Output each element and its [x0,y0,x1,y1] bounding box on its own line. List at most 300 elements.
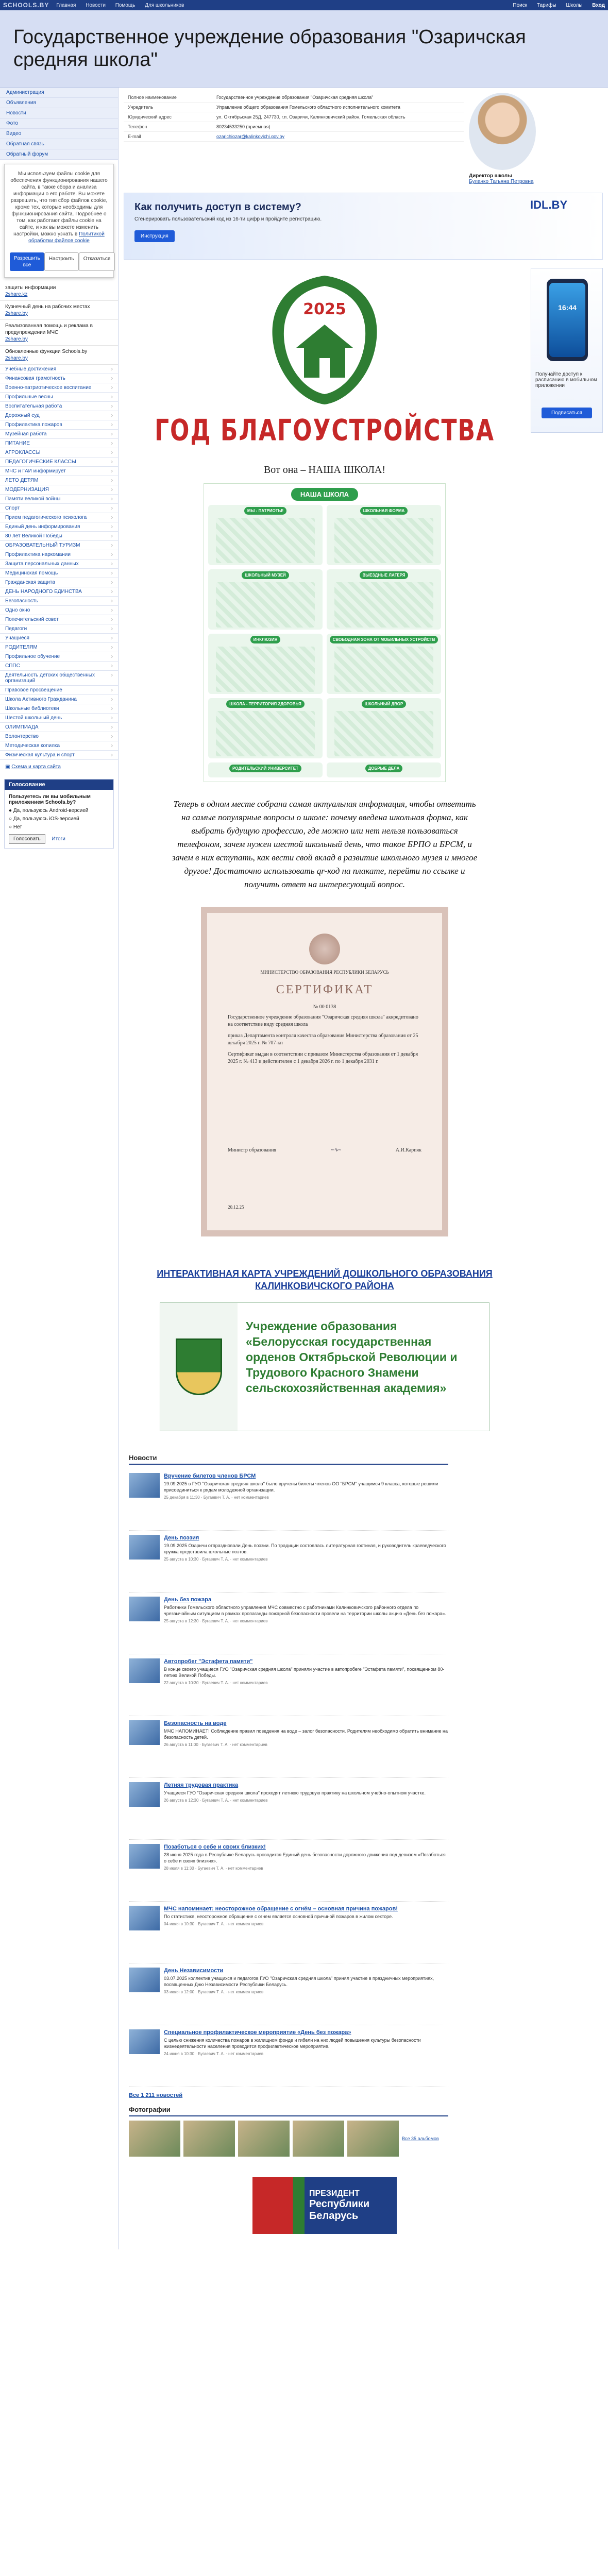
category-menu-item[interactable] [0,504,118,513]
news-meta: 25 августа в 10:30 · Бугаевич Т. А. · нет комментариев [164,1557,268,1562]
category-menu-item[interactable] [0,448,118,457]
photos-row [129,2121,448,2157]
poster-illustration [216,518,315,563]
chevron-right-icon: › [111,626,113,632]
emblem-icon [309,934,340,964]
category-menu-label: Медицинская помощь [5,570,58,576]
chevron-right-icon: › [111,468,113,474]
photos-heading: Фотографии [129,2104,448,2116]
category-menu-label: Педагоги [5,626,27,632]
poster-cell [327,505,441,565]
category-menu-item[interactable] [0,522,118,532]
poster-cell [208,634,323,694]
category-menu-item[interactable] [0,597,118,606]
poll-option[interactable] [9,824,109,830]
category-menu-label: Финансовая грамотность [5,376,65,381]
poster-cell [327,634,441,694]
category-menu-label: Школьные библиотеки [5,706,59,711]
news-title-link[interactable]: Специальное профилактическое мероприятие «День без пожара» [164,2029,351,2036]
director-card [469,93,603,184]
news-item [129,1716,448,1778]
site-map-row [0,760,118,774]
category-menu-item[interactable] [0,704,118,714]
news-item [129,1531,448,1592]
all-news-link[interactable]: Все 1 211 новостей [129,2092,183,2098]
cookie-policy-link[interactable]: Политикой обработки файлов cookie [28,231,105,244]
category-menu-label: Дорожный суд [5,413,40,418]
chevron-right-icon: › [111,617,113,622]
chevron-right-icon: › [111,552,113,557]
category-menu-label: ПЕДАГОГИЧЕСКИЕ КЛАССЫ [5,459,76,465]
category-menu-label: 80 лет Великой Победы [5,533,62,539]
category-menu-item[interactable] [0,467,118,476]
chevron-right-icon: › [111,376,113,381]
news-excerpt: МЧС НАПОМИНАЕТ! Соблюдение правил поведения на воде – залог безопасности. Родителям необходимо обратить внимание на безопасность детей. [164,1728,448,1740]
certificate-paragraph: Государственное учреждение образования "Озаричская средняя школа" аккредитовано на соответствие виду средняя школа [228,1014,418,1027]
signer-role: Министр образования [228,1147,277,1153]
chevron-right-icon: › [111,543,113,548]
category-menu-item[interactable] [0,420,118,430]
certificate-title: СЕРТИФИКАТ [276,983,374,996]
poster-cell [327,762,441,777]
left-sidebar [0,88,119,2249]
side-link-text: Обновленные функции Schools.by [5,349,88,354]
shield-icon [176,1338,222,1395]
news-excerpt: Учащиеся ГУО "Озаричская средняя школа" проходят летнюю трудовую практику на школьном учебно-опытном участке. [164,1790,426,1795]
category-menu-item[interactable] [0,411,118,420]
sidebar-item-photo[interactable]: Фото [0,118,118,129]
side-link-source[interactable]: 2share.by [5,336,28,342]
president-line1: ПРЕЗИДЕНТ [309,2189,360,2198]
category-menu-label: Правовое просвещение [5,687,62,693]
category-menu-item[interactable] [0,634,118,643]
category-menu-item[interactable] [0,541,118,550]
category-menu-item[interactable] [0,615,118,624]
category-menu-item[interactable] [0,751,118,760]
news-meta: 22 августа в 10:30 · Бугаевич Т. А. · нет комментариев [164,1681,268,1685]
news-excerpt: По статистике, неосторожное обращение с огнем является основной причиной пожаров в жилом секторе. [164,1914,393,1919]
sidebar-item-news[interactable]: Новости [0,108,118,118]
phone-icon [547,279,588,361]
poster-cell [208,569,323,630]
vote-button[interactable]: Голосовать [9,834,45,844]
category-menu-label: ДЕНЬ НАРОДНОГО ЕДИНСТВА [5,589,82,595]
category-menu-label: Единый день информирования [5,524,80,530]
category-menu-label: Военно-патриотическое воспитание [5,385,92,391]
news-item [129,1654,448,1716]
chevron-right-icon: › [111,561,113,567]
category-menu-item[interactable] [0,714,118,723]
poster-cell-label: ДОБРЫЕ ДЕЛА [365,765,403,772]
page-title: Государственное учреждение образования "Озаричская средняя школа" [13,26,526,71]
category-menu-label: Школа Активного Гражданина [5,697,77,702]
info-key: Учредитель [128,105,154,110]
poster-illustration [216,582,315,628]
sidebar-item-forum[interactable]: Обратный форум [0,149,118,160]
poster-cell-label: ИНКЛЮЗИЯ [250,636,281,643]
poll-option[interactable] [9,808,109,814]
category-menu-label: Одно окно [5,607,30,613]
category-menu-item[interactable] [0,723,118,732]
poster-illustration [216,647,315,692]
news-item [129,1469,448,1531]
info-key: Телефон [128,124,147,129]
chevron-right-icon: › [111,663,113,669]
info-value: 80234533250 (приемная) [216,124,271,129]
news-excerpt: 19.09.2025 Озаричи отпраздновали День поэзии. По традиции состоялась литературная гостиная, и руководитель краеведческого кружка представила школьные поэтов. [164,1543,446,1554]
site-logo[interactable]: SCHOOLS.BY [3,2,49,9]
chevron-right-icon: › [111,385,113,391]
news-excerpt: Работники Гомельского областного управления МЧС совместно с работниками Калинковичского районного отдела по чрезвычайным ситуациям в рамках пропаганды пожарной безопасности провели на территории школы акцию «День без пожара». [164,1605,446,1616]
category-menu-item[interactable] [0,393,118,402]
chevron-right-icon: › [111,607,113,613]
category-menu-label: Гражданская защита [5,580,55,585]
category-menu-item[interactable] [0,402,118,411]
nav-search-link[interactable]: Поиск [513,2,528,8]
category-menu-item[interactable] [0,430,118,439]
chevron-right-icon: › [111,724,113,730]
nav-home-link[interactable]: Главная [56,2,76,8]
certificate-date: 20.12.25 [228,1205,244,1210]
certificate-ministry: МИНИСТЕРСТВО ОБРАЗОВАНИЯ РЕСПУБЛИКИ БЕЛАРУСЬ [260,970,389,975]
photo-thumbnail[interactable] [293,2121,344,2157]
chevron-right-icon: › [111,515,113,520]
news-excerpt: 28 июня 2025 года в Республике Беларусь проводится Единый день безопасности дорожного движения под девизом «Позаботься о себе и своих близких». [164,1852,446,1863]
news-item [129,1902,448,1963]
info-table [124,93,464,184]
side-link-text: Реализованная помощь и реклама в предупреждении МЧС [5,323,93,335]
news-meta: 25 августа в 12:30 · Бугаевич Т. А. · нет комментариев [164,1619,268,1623]
news-item [129,1840,448,1902]
poster-header [208,488,441,501]
category-menu-item[interactable] [0,662,118,671]
news-item [129,1592,448,1654]
cookie-text: Мы используем файлы cookie для обеспечения функционирования нашего сайта, в также сбора и анализа информации о его работе. Вы можете разрешить, что тип сбор файлов cookie, кроме тех, которые необходимы для функционирования сайта. Подробнее о том, как работают файлы cookie на сайте, и как вы можете изменить настройки, можно узнать в [10,171,108,237]
category-menu-label: ОЛИМПИАДА [5,724,39,730]
year-title: ГОД БЛАГОУСТРОЙСТВА [154,413,495,448]
poll-option-label: Да, пользуюсь Android-версией [13,808,89,814]
certificate-paragraph: Сертификат выдан в соответствии с приказом Министерства образования от 1 декабря 2025 г. № 413 и действителен с 1 декабря 2026 г. по 1 декабря 2031 г. [228,1052,418,1064]
director-name-link[interactable]: Буланко Татьяна Петровна [469,179,534,184]
president-banner[interactable] [252,2177,397,2234]
banner-subtext: Сгенерировать пользовательский код из 16-ти цифр и пройдите регистрацию. [134,216,322,222]
category-menu-item[interactable] [0,686,118,695]
chevron-right-icon: › [111,394,113,400]
news-thumbnail[interactable] [129,1968,160,1992]
category-menu-item[interactable] [0,578,118,587]
certificate-signature [228,1147,421,1153]
chevron-right-icon: › [111,413,113,418]
info-row [124,122,464,132]
news-meta: 26 августа в 12:30 · Бугаевич Т. А. · нет комментариев [164,1798,268,1803]
poster-cell-label: ШКОЛЬНАЯ ФОРМА [360,507,408,515]
chevron-right-icon: › [111,580,113,585]
category-menu-item[interactable] [0,741,118,751]
poster-cell [327,569,441,630]
poster-cell-label: МЫ - ПАТРИОТЫ! [244,507,286,515]
poster-illustration [216,711,315,756]
category-menu-item[interactable] [0,643,118,652]
chevron-right-icon: › [111,715,113,721]
interactive-map-link[interactable]: ИНТЕРАКТИВНАЯ КАРТА УЧРЕЖДЕНИЙ ДОШКОЛЬНОГО ОБРАЗОВАНИЯ КАЛИНКОВИЧСКОГО РАЙОНА [157,1268,493,1291]
photo-thumbnail[interactable] [238,2121,290,2157]
news-excerpt: В конце своего учащиеся ГУО "Озаричская средняя школа" приняли участие в автопробеге "Эстафета памяти", посвященном 80-летию Великой Победы. [164,1667,445,1678]
poll-title: Голосование [5,779,113,790]
page-header [0,10,608,88]
info-key: E-mail [128,134,141,139]
all-albums-link[interactable]: Все 35 альбомов [402,2136,439,2141]
poll-widget [4,779,114,849]
category-menu-label: РОДИТЕЛЯМ [5,645,38,650]
news-thumbnail[interactable] [129,1720,160,1745]
category-menu-item[interactable] [0,383,118,393]
chevron-right-icon: › [111,570,113,576]
category-menu-item[interactable] [0,569,118,578]
banner-brand-logo: IDL.BY [530,198,568,211]
poster-cell-label: ШКОЛЬНЫЙ ДВОР [362,700,407,708]
category-menu-label: Профильные весны [5,394,53,400]
category-menu-label: Методическая копилка [5,743,60,749]
email-link[interactable]: ozarichiozar@kalinkovichi.gov.by [216,134,285,139]
sidebar-item-video[interactable]: Видео [0,129,118,139]
category-menu-label: МОДЕРНИЗАЦИЯ [5,487,49,493]
category-menu-item[interactable] [0,476,118,485]
chevron-right-icon: › [111,734,113,739]
news-title-link[interactable]: День Независимости [164,1968,224,1974]
news-title-link[interactable]: Автопробег "Эстафета памяти" [164,1658,253,1665]
info-value: ул. Октябрьская 25Д, 247730, г.п. Озаричи, Калинковичский район, Гомельская область [216,114,406,120]
news-title-link[interactable]: Летняя трудовая практика [164,1782,239,1788]
sidebar-item-announcements[interactable]: Объявления [0,98,118,108]
year-emblem [124,268,526,412]
news-excerpt: 03.07.2025 коллектив учащихся и педагогов ГУО "Озаричская средняя школа" принял участие в праздничных мероприятиях, посвященных Дню Независимости Республики Беларусь. [164,1976,434,1987]
poster-cell [208,762,323,777]
side-link-text: защиты информации [5,285,56,291]
poster-illustration [334,711,434,756]
chevron-right-icon: › [111,743,113,749]
signer-name: А.И.Карпяк [395,1147,421,1153]
news-title-link[interactable]: День поэзия [164,1535,199,1541]
category-menu-label: Физическая культура и спорт [5,752,75,758]
banner-brand [530,198,592,212]
category-menu-label: Профильное обучение [5,654,60,659]
radio-icon[interactable]: ● [9,808,12,814]
news-thumbnail[interactable] [129,1597,160,1621]
cookie-decline-button[interactable]: Отказаться [79,252,115,271]
news-thumbnail[interactable] [129,1844,160,1869]
director-label: Директор школы [469,173,512,179]
poster-illustration [334,647,434,692]
category-menu-item[interactable] [0,624,118,634]
poster-illustration [334,582,434,628]
side-link-item [0,346,118,365]
poster-cell [208,698,323,758]
category-menu-item[interactable] [0,671,118,686]
photo-thumbnail[interactable] [183,2121,235,2157]
subscribe-button[interactable]: Подписаться [542,408,592,418]
side-link-item [0,301,118,320]
top-nav-right [504,3,605,8]
news-meta: 03 июля в 12:00 · Бугаевич Т. А. · нет комментариев [164,1990,264,1994]
chevron-right-icon: › [111,752,113,758]
news-excerpt: 19.09.2025 в ГУО "Озаричская средняя школа" было вручены билеты членов ОО "БРСМ" учащимся 9 класса, которые решили присоединиться к рядам молодежной организации. [164,1481,438,1493]
chevron-right-icon: › [111,533,113,539]
category-menu-label: Музейная работа [5,431,47,437]
chevron-right-icon: › [111,450,113,455]
chevron-right-icon: › [111,496,113,502]
chevron-right-icon: › [111,505,113,511]
chevron-right-icon: › [111,635,113,641]
mobile-app-ad[interactable] [531,268,603,433]
poll-option-label: Нет [13,824,22,830]
category-menu-item[interactable] [0,587,118,597]
school-info [119,88,608,190]
chevron-right-icon: › [111,366,113,372]
news-title-link[interactable]: Позаботься о себе и своих близких! [164,1844,266,1850]
accreditation-certificate [201,907,448,1236]
side-link-source[interactable]: 2share.by [5,311,28,316]
academy-banner[interactable] [160,1302,489,1431]
photos-section [129,2104,448,2157]
sidebar-item-administration[interactable]: Администрация [0,88,118,98]
info-value: Управление общего образования Гомельского областного исполнительного комитета [216,105,400,110]
news-title-link[interactable]: День без пожара [164,1597,212,1603]
category-menu-label: ОБРАЗОВАТЕЛЬНЫЙ ТУРИЗМ [5,543,80,548]
category-menu-item[interactable] [0,550,118,560]
news-item [129,1963,448,2025]
news-thumbnail[interactable] [129,1658,160,1683]
category-menu-label: ЛЕТО ДЕТЯМ [5,478,39,483]
certificate-number: № 00 0138 [313,1004,336,1010]
chevron-right-icon: › [111,431,113,437]
category-menu-label: Волонтерство [5,734,39,739]
side-link-source[interactable]: 2share.kz [5,292,28,297]
category-menu-label: Защита персональных данных [5,561,79,567]
category-menu-label: Профилактика пожаров [5,422,62,428]
poster-cell-label: ШКОЛА - ТЕРРИТОРИЯ ЗДОРОВЬЯ [226,700,304,708]
info-row [124,132,464,142]
info-row [124,103,464,112]
chevron-right-icon: › [111,706,113,711]
sidebar-item-feedback[interactable]: Обратная связь [0,139,118,149]
chevron-right-icon: › [111,672,113,678]
news-thumbnail[interactable] [129,1535,160,1560]
category-menu-label: АГРОКЛАССЫ [5,450,41,455]
chevron-right-icon: › [111,697,113,702]
category-menu-item[interactable] [0,374,118,383]
access-banner[interactable] [124,193,603,260]
category-menu-label: Учебные достижения [5,366,57,372]
banner-instruction-button[interactable]: Инструкция [134,230,175,242]
photo-thumbnail[interactable] [129,2121,180,2157]
category-menu-item[interactable] [0,485,118,495]
cookie-buttons [10,252,111,271]
news-thumbnail[interactable] [129,2029,160,2054]
nav-login-link[interactable]: Вход [592,2,605,8]
category-menu-label: Памяти великой войны [5,496,61,502]
news-meta: 25 декабря в 11:30 · Бугаевич Т. А. · нет комментариев [164,1495,269,1500]
side-link-source[interactable]: 2share.by [5,355,28,361]
signature-icon: ~∿~ [331,1147,341,1153]
category-menu-item[interactable] [0,606,118,615]
category-menu [0,365,118,760]
chevron-right-icon: › [111,487,113,493]
cookie-consent-panel [4,164,114,278]
news-meta: 26 августа в 11:00 · Бугаевич Т. А. · нет комментариев [164,1742,267,1747]
news-title-link[interactable]: МЧС напоминает: неосторожное обращение с огнём – основная причина пожаров! [164,1906,398,1912]
news-thumbnail[interactable] [129,1473,160,1498]
news-thumbnail[interactable] [129,1782,160,1807]
category-menu-item[interactable] [0,560,118,569]
news-title-link[interactable]: Безопасность на воде [164,1720,227,1726]
nav-students-link[interactable]: Для школьников [145,2,184,8]
poster-cell-label: ВЫЕЗДНЫЕ ЛАГЕРЯ [360,571,409,579]
radio-icon[interactable]: ○ [9,824,12,830]
school-poster [204,483,446,782]
category-menu-item[interactable] [0,652,118,662]
nav-news-link[interactable]: Новости [86,2,106,8]
site-map-link[interactable]: Схема и карта сайта [11,764,61,770]
cookie-configure-button[interactable]: Настроить [44,252,79,271]
chevron-right-icon: › [111,687,113,693]
category-menu-label: Безопасность [5,598,38,604]
chevron-right-icon: › [111,440,113,446]
side-links [0,282,118,365]
mobile-app-caption: Получайте доступ к расписанию в мобильном приложении [535,371,597,388]
president-line2: Республики Беларусь [309,2198,370,2222]
poll-question: Пользуетесь ли вы мобильным приложением Schools.by? [9,794,91,805]
nav-tariffs-link[interactable]: Тарифы [536,2,556,8]
category-menu-item[interactable] [0,365,118,374]
category-menu-label: СППС [5,663,20,669]
radio-icon[interactable]: ○ [9,816,12,822]
photo-thumbnail[interactable] [347,2121,399,2157]
chevron-right-icon: › [111,403,113,409]
poll-results-link[interactable]: Итоги [52,836,65,842]
nav-help-link[interactable]: Помощь [115,2,136,8]
category-menu-label: Спорт [5,505,20,511]
academy-banner-text: Учреждение образования «Белорусская государственная орденов Октябрьской Революции и Трудового Красного Знамени сельскохозяйственная академия» [246,1319,458,1395]
category-menu-item[interactable] [0,695,118,704]
info-key: Юридический адрес [128,114,172,120]
info-value: Государственное учреждение образования "Озаричская средняя школа" [216,95,374,100]
main-content [119,88,608,2249]
category-menu-label: Деятельность детских общественных организаций [5,672,95,684]
category-menu-item[interactable] [0,495,118,504]
chevron-right-icon: › [111,422,113,428]
news-title-link[interactable]: Вручение билетов членов БРСМ [164,1473,256,1479]
category-menu-item[interactable] [0,532,118,541]
poster-cell-label: ШКОЛЬНЫЙ МУЗЕЙ [242,571,289,579]
category-menu-item[interactable] [0,513,118,522]
info-key: Полное наименование [128,95,177,100]
news-section [129,1452,448,2098]
category-menu-item[interactable] [0,732,118,741]
news-meta: 04 июля в 10:30 · Бугаевич Т. А. · нет комментариев [164,1922,264,1926]
info-row [124,112,464,122]
category-menu-item[interactable] [0,457,118,467]
map-link-block [124,1267,526,1292]
news-thumbnail[interactable] [129,1906,160,1930]
side-link-item [0,282,118,301]
news-item [129,1778,448,1840]
director-photo [469,93,536,170]
nav-schools-link[interactable]: Школы [566,2,583,8]
cookie-allow-button[interactable]: Разрешить все [10,252,44,271]
poll-option[interactable] [9,816,109,822]
chevron-right-icon: › [111,478,113,483]
category-menu-item[interactable] [0,439,118,448]
